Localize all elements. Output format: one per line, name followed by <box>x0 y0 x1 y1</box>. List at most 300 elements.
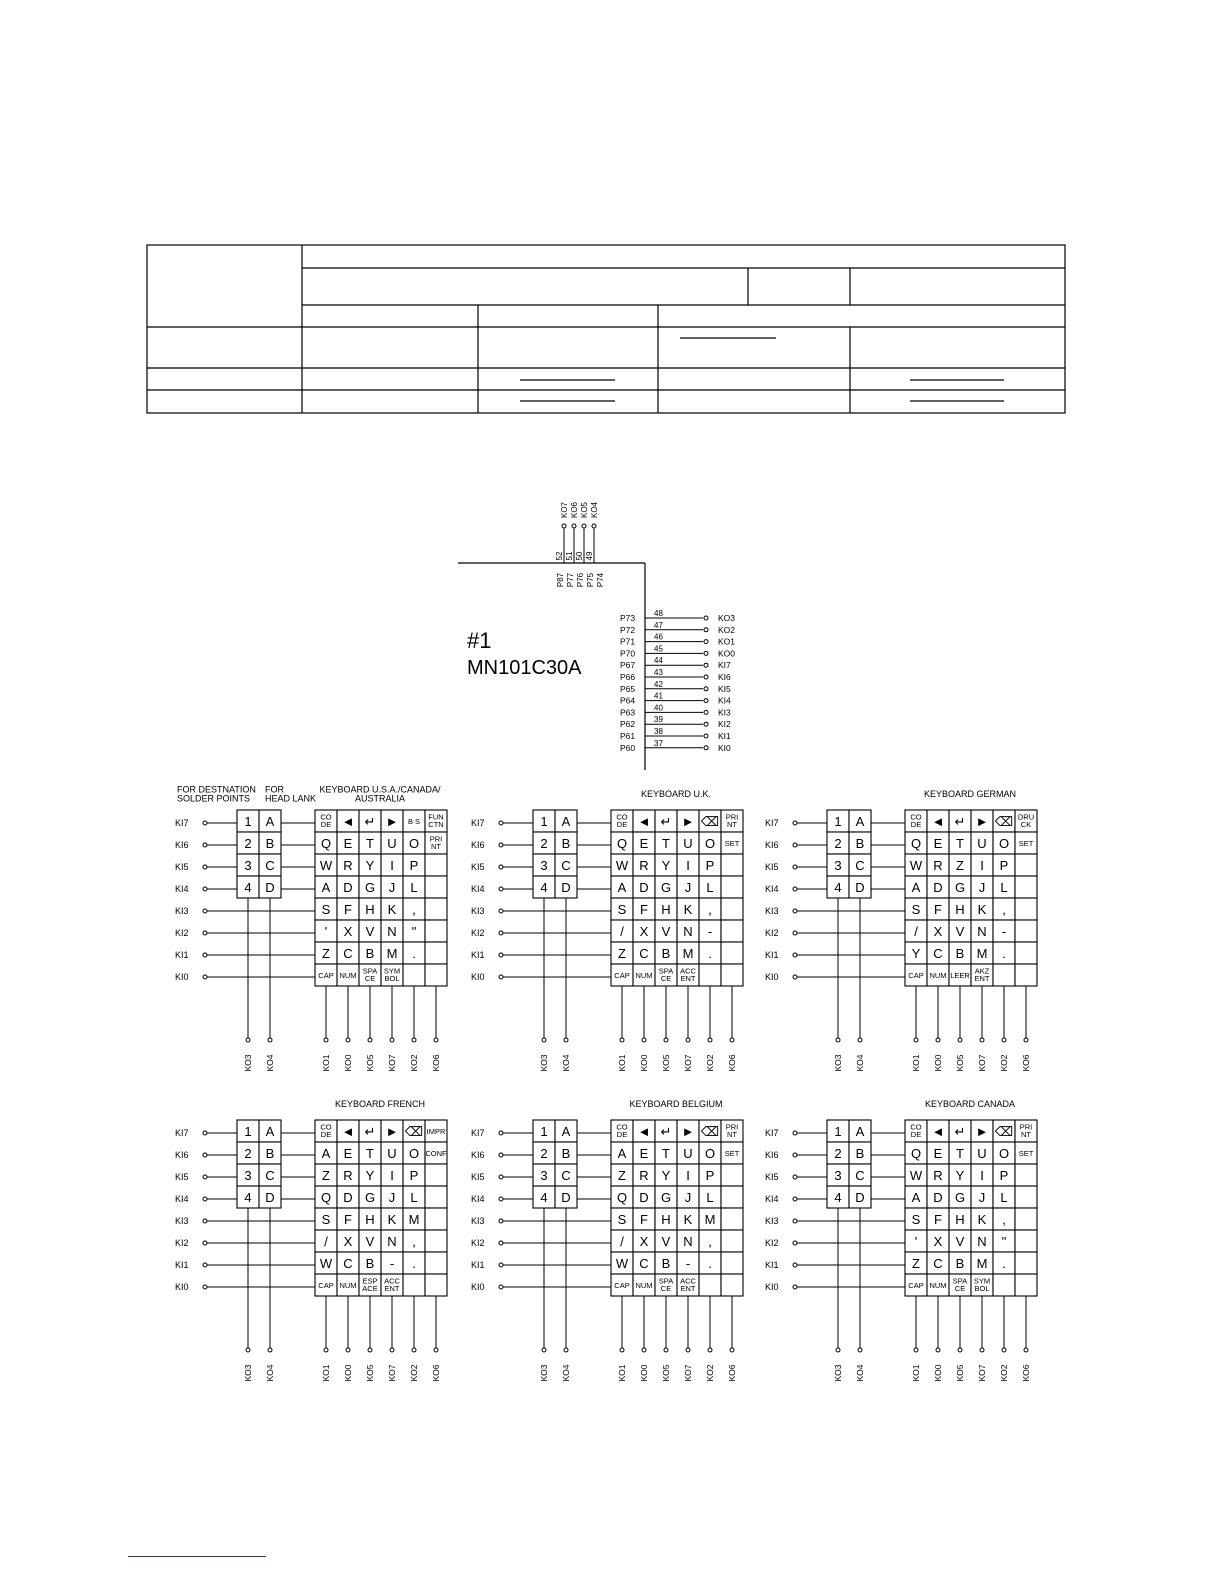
key-label: O <box>408 836 420 851</box>
key-label: J <box>684 880 692 895</box>
key-label: . <box>412 946 416 961</box>
key-label: Z <box>618 946 626 961</box>
key-cell <box>721 1186 743 1208</box>
destination-label-B: B <box>561 836 571 851</box>
key-label: S <box>321 1212 331 1227</box>
destination-label-4: 4 <box>540 1190 548 1205</box>
chip-ref: #1 <box>467 628 492 653</box>
key-col-terminal-KO1 <box>914 1348 918 1352</box>
key-label: P <box>999 1168 1009 1183</box>
row-label-KI3: KI3 <box>175 1216 189 1226</box>
row-terminal-KI5 <box>203 1175 207 1179</box>
row-label-KI6: KI6 <box>471 1150 485 1160</box>
key-label: S <box>911 902 921 917</box>
key-cell <box>721 942 743 964</box>
key-label: M <box>976 946 988 961</box>
key-label: Q <box>320 1190 332 1205</box>
key-label: NUM <box>339 1281 357 1290</box>
key-label: C <box>639 946 649 961</box>
destination-grid <box>237 810 281 898</box>
key-label: D <box>639 1190 649 1205</box>
row-label-KI7: KI7 <box>175 818 189 828</box>
key-label: NUM <box>635 1281 653 1290</box>
key-label: W <box>909 1168 923 1183</box>
key-cell <box>1015 854 1037 876</box>
key-col-terminal-KO7 <box>686 1038 690 1042</box>
row-label-KI2: KI2 <box>471 1238 485 1248</box>
key-col-terminal-KO7 <box>390 1038 394 1042</box>
chip-signal-KI2: KI2 <box>718 719 731 730</box>
chip-top-signal-KO4: KO4 <box>590 501 599 519</box>
key-cell <box>425 876 447 898</box>
key-label: G <box>364 1190 376 1205</box>
row-label-KI2: KI2 <box>175 928 189 938</box>
key-label: ► <box>975 1124 989 1139</box>
key-label: U <box>387 836 397 851</box>
chip-port-P70: P70 <box>620 648 636 659</box>
key-cell <box>1015 942 1037 964</box>
key-label: LEER <box>950 971 970 980</box>
destination-label-D: D <box>855 1190 865 1205</box>
keyboard-panel-3 <box>765 789 1037 1072</box>
row-terminal-KI7 <box>499 1131 503 1135</box>
row-label-KI1: KI1 <box>175 1260 189 1270</box>
key-label: A <box>617 1146 627 1161</box>
key-label: H <box>661 902 671 917</box>
dest-col-label-KO4: KO4 <box>561 1054 571 1072</box>
key-label: CONF <box>425 1149 447 1158</box>
chip-top-port-P74: P74 <box>596 572 605 588</box>
key-col-terminal-KO2 <box>1002 1348 1006 1352</box>
key-col-label-KO5: KO5 <box>365 1364 375 1382</box>
key-label: SPA CE <box>658 1276 674 1293</box>
row-label-KI4: KI4 <box>765 884 779 894</box>
key-label: PRI NT <box>1019 1122 1033 1139</box>
key-col-terminal-KO6 <box>730 1348 734 1352</box>
chip-port-P66: P66 <box>620 672 636 682</box>
key-matrix <box>905 810 1037 986</box>
key-label: C <box>933 946 943 961</box>
row-label-KI1: KI1 <box>765 1260 779 1270</box>
key-cell <box>425 1164 447 1186</box>
key-col-terminal-KO1 <box>620 1038 624 1042</box>
row-terminal-KI2 <box>793 1241 797 1245</box>
key-label: U <box>977 1146 987 1161</box>
chip-top-signal-KO7: KO7 <box>560 501 569 519</box>
key-label: B <box>661 1256 671 1271</box>
key-label: ◄ <box>341 814 355 829</box>
key-label: C <box>639 1256 649 1271</box>
key-col-terminal-KO6 <box>1024 1038 1028 1042</box>
dest-col-terminal-KO3 <box>246 1038 250 1042</box>
key-label: B <box>955 946 965 961</box>
chip-port-P72: P72 <box>620 624 636 635</box>
key-label: C <box>343 946 353 961</box>
chip-top-port-P75: P75 <box>586 572 595 588</box>
key-label: K <box>977 902 987 917</box>
row-terminal-KI7 <box>203 1131 207 1135</box>
chip-signal-KO3: KO3 <box>718 613 736 623</box>
destination-label-D: D <box>265 880 275 895</box>
key-label: J <box>388 1190 396 1205</box>
key-col-terminal-KO2 <box>412 1038 416 1042</box>
key-label: / <box>324 1234 328 1249</box>
key-label: X <box>639 1234 649 1249</box>
row-terminal-KI3 <box>793 909 797 913</box>
row-terminal-KI5 <box>203 865 207 869</box>
key-label: W <box>319 858 333 873</box>
destination-grid <box>827 810 871 898</box>
dest-col-label-KO3: KO3 <box>243 1364 253 1382</box>
keyboard-panel-5 <box>471 1099 743 1382</box>
row-terminal-KI1 <box>793 953 797 957</box>
key-label: . <box>1002 1256 1006 1271</box>
key-label: ACC ENT <box>680 1276 696 1293</box>
key-col-terminal-KO5 <box>368 1038 372 1042</box>
key-label: Y <box>365 858 375 873</box>
row-terminal-KI1 <box>793 1263 797 1267</box>
destination-label-3: 3 <box>834 1168 842 1183</box>
key-label: M <box>704 1212 716 1227</box>
key-label: K <box>387 902 397 917</box>
key-label: , <box>708 902 712 917</box>
key-label: SET <box>1018 839 1034 848</box>
key-col-label-KO1: KO1 <box>321 1054 331 1072</box>
key-col-terminal-KO1 <box>324 1038 328 1042</box>
key-label: ⌫ <box>700 1124 720 1139</box>
key-label: E <box>639 1146 649 1161</box>
key-label: V <box>661 924 671 939</box>
key-col-terminal-KO2 <box>1002 1038 1006 1042</box>
row-terminal-KI0 <box>793 1285 797 1289</box>
key-label: V <box>365 924 375 939</box>
row-label-KI4: KI4 <box>471 1194 485 1204</box>
row-terminal-KI7 <box>793 821 797 825</box>
key-label: L <box>1000 880 1008 895</box>
chip-port-P71: P71 <box>620 636 636 647</box>
key-label: N <box>387 924 397 939</box>
chip-part-number: MN101C30A <box>467 657 582 679</box>
row-terminal-KI2 <box>499 931 503 935</box>
chip-port-P73: P73 <box>620 613 636 623</box>
key-label: O <box>704 1146 716 1161</box>
row-terminal-KI6 <box>203 843 207 847</box>
key-label: M <box>682 946 694 961</box>
key-col-label-KO2: KO2 <box>409 1054 419 1072</box>
row-terminal-KI2 <box>203 931 207 935</box>
chip-pin-number-41: 41 <box>654 691 663 701</box>
row-terminal-KI0 <box>793 975 797 979</box>
key-label: P <box>705 858 715 873</box>
destination-label-1: 1 <box>244 1124 252 1139</box>
row-label-KI0: KI0 <box>471 972 485 982</box>
row-label-KI5: KI5 <box>471 1172 485 1182</box>
dest-col-label-KO4: KO4 <box>855 1054 865 1072</box>
key-label: ⌫ <box>404 1124 424 1139</box>
chip-top-pin-50: 50 <box>575 551 584 561</box>
row-terminal-KI0 <box>499 975 503 979</box>
key-label: E <box>343 1146 353 1161</box>
dest-col-terminal-KO3 <box>246 1348 250 1352</box>
destination-label-2: 2 <box>540 1146 548 1161</box>
chip-pin-number-40: 40 <box>654 703 663 713</box>
key-col-label-KO0: KO0 <box>343 1364 353 1382</box>
key-label: / <box>914 924 918 939</box>
key-label: CAP <box>318 1281 334 1290</box>
dest-col-terminal-KO4 <box>858 1038 862 1042</box>
dest-col-terminal-KO3 <box>542 1348 546 1352</box>
key-matrix <box>315 1120 447 1296</box>
destination-label-4: 4 <box>834 880 842 895</box>
key-label: E <box>933 1146 943 1161</box>
chip-port-P60: P60 <box>620 742 636 753</box>
key-label: CAP <box>614 971 630 980</box>
key-col-label-KO7: KO7 <box>683 1364 693 1382</box>
key-label: N <box>977 924 987 939</box>
key-label: K <box>387 1212 397 1227</box>
row-terminal-KI0 <box>203 975 207 979</box>
key-label: X <box>343 1234 353 1249</box>
key-col-label-KO5: KO5 <box>955 1054 965 1072</box>
destination-label-2: 2 <box>540 836 548 851</box>
key-label: Q <box>320 836 332 851</box>
key-cell <box>721 898 743 920</box>
key-label: ESP ACE <box>362 1276 378 1293</box>
key-label: R <box>343 1168 353 1183</box>
row-label-KI4: KI4 <box>175 884 189 894</box>
row-label-KI6: KI6 <box>175 840 189 850</box>
keyboard-title: KEYBOARD GERMAN <box>923 789 1017 799</box>
destination-label-C: C <box>561 858 571 873</box>
destination-label-A: A <box>855 814 865 829</box>
key-col-terminal-KO6 <box>434 1348 438 1352</box>
key-label: Q <box>616 1190 628 1205</box>
row-terminal-KI1 <box>499 1263 503 1267</box>
key-label: F <box>934 1212 942 1227</box>
destination-label-A: A <box>265 814 275 829</box>
row-terminal-KI3 <box>499 1219 503 1223</box>
row-label-KI5: KI5 <box>765 862 779 872</box>
row-terminal-KI1 <box>203 1263 207 1267</box>
key-label: ◄ <box>931 1124 945 1139</box>
row-terminal-KI4 <box>499 887 503 891</box>
key-col-label-KO2: KO2 <box>999 1054 1009 1072</box>
destination-label-3: 3 <box>244 858 252 873</box>
key-label: O <box>704 836 716 851</box>
key-col-terminal-KO7 <box>686 1348 690 1352</box>
key-label: R <box>933 858 943 873</box>
key-label: A <box>617 880 627 895</box>
chip-pin-number-46: 46 <box>654 632 663 642</box>
key-col-label-KO6: KO6 <box>1021 1364 1031 1382</box>
key-cell <box>425 942 447 964</box>
row-label-KI1: KI1 <box>471 950 485 960</box>
key-label: G <box>954 1190 966 1205</box>
key-label: - <box>685 1256 691 1271</box>
key-label: CO DE <box>910 812 922 829</box>
key-col-label-KO7: KO7 <box>387 1054 397 1072</box>
key-cell <box>403 1274 425 1296</box>
row-label-KI1: KI1 <box>765 950 779 960</box>
row-label-KI7: KI7 <box>175 1128 189 1138</box>
key-label: X <box>639 924 649 939</box>
chip-top-pin-49: 49 <box>585 551 594 561</box>
key-label: L <box>1000 1190 1008 1205</box>
row-label-KI0: KI0 <box>765 972 779 982</box>
key-label: A <box>911 880 921 895</box>
key-label: S <box>617 1212 627 1227</box>
destination-label-1: 1 <box>834 814 842 829</box>
key-cell <box>425 964 447 986</box>
row-label-KI2: KI2 <box>175 1238 189 1248</box>
key-label: ⌫ <box>994 1124 1014 1139</box>
row-terminal-KI4 <box>793 887 797 891</box>
key-cell <box>425 1208 447 1230</box>
destination-label-A: A <box>855 1124 865 1139</box>
key-cell <box>1015 1164 1037 1186</box>
chip-signal-KI7: KI7 <box>718 660 731 671</box>
key-label: SPA CE <box>952 1276 968 1293</box>
row-label-KI3: KI3 <box>765 1216 779 1226</box>
chip-pin-number-39: 39 <box>654 715 663 725</box>
key-label: SPA CE <box>362 966 378 983</box>
destination-header: FOR DESTNATION SOLDER POINTS <box>177 784 256 804</box>
chip-signal-KO0: KO0 <box>718 648 736 659</box>
key-label: ↵ <box>660 1124 672 1139</box>
destination-label-C: C <box>265 1168 275 1183</box>
destination-label-D: D <box>265 1190 275 1205</box>
chip-port-P65: P65 <box>620 683 636 694</box>
key-label: N <box>977 1234 987 1249</box>
row-terminal-KI3 <box>203 1219 207 1223</box>
key-label: D <box>933 1190 943 1205</box>
key-label: I <box>686 1168 690 1183</box>
key-label: L <box>706 880 714 895</box>
keyboard-panel-4 <box>175 1099 447 1382</box>
key-cell <box>1015 920 1037 942</box>
key-label: V <box>955 924 965 939</box>
row-terminal-KI3 <box>793 1219 797 1223</box>
dest-col-terminal-KO3 <box>836 1348 840 1352</box>
key-col-label-KO5: KO5 <box>661 1364 671 1382</box>
key-matrix <box>315 810 447 986</box>
row-terminal-KI2 <box>793 931 797 935</box>
key-label: - <box>389 1256 395 1271</box>
key-label: Z <box>956 858 964 873</box>
key-label: V <box>955 1234 965 1249</box>
row-terminal-KI5 <box>499 865 503 869</box>
key-label: N <box>387 1234 397 1249</box>
destination-label-3: 3 <box>244 1168 252 1183</box>
key-label: NUM <box>929 971 947 980</box>
key-label: Z <box>912 1256 920 1271</box>
key-col-label-KO0: KO0 <box>639 1054 649 1072</box>
chip-signal-KO1: KO1 <box>718 636 736 647</box>
footer-rule <box>128 1556 266 1557</box>
destination-label-D: D <box>855 880 865 895</box>
row-label-KI0: KI0 <box>175 1282 189 1292</box>
key-label: E <box>933 836 943 851</box>
key-label: Y <box>365 1168 375 1183</box>
row-terminal-KI4 <box>203 887 207 891</box>
key-col-terminal-KO2 <box>708 1348 712 1352</box>
row-terminal-KI4 <box>499 1197 503 1201</box>
key-label: CAP <box>614 1281 630 1290</box>
row-terminal-KI7 <box>793 1131 797 1135</box>
key-label: ↵ <box>954 1124 966 1139</box>
destination-label-A: A <box>561 1124 571 1139</box>
key-label: P <box>999 858 1009 873</box>
key-label: W <box>909 858 923 873</box>
key-label: Q <box>910 1146 922 1161</box>
key-label: PRI NT <box>429 834 443 851</box>
key-label: SYM BOL <box>973 1276 991 1293</box>
key-col-label-KO0: KO0 <box>639 1364 649 1382</box>
dest-col-terminal-KO4 <box>268 1348 272 1352</box>
key-label: U <box>683 1146 693 1161</box>
key-label: J <box>978 1190 986 1205</box>
key-col-terminal-KO0 <box>936 1348 940 1352</box>
key-cell <box>699 1274 721 1296</box>
dest-col-label-KO4: KO4 <box>265 1054 275 1072</box>
key-label: CO DE <box>320 1122 332 1139</box>
chip-signal-KI4: KI4 <box>718 695 731 706</box>
key-label: ► <box>681 1124 695 1139</box>
row-label-KI6: KI6 <box>765 1150 779 1160</box>
keyboard-title: KEYBOARD CANADA <box>924 1099 1016 1109</box>
key-cell <box>721 854 743 876</box>
key-label: V <box>365 1234 375 1249</box>
key-label: X <box>343 924 353 939</box>
key-label: B <box>955 1256 965 1271</box>
key-cell <box>425 854 447 876</box>
key-label: ↵ <box>660 814 672 829</box>
key-col-label-KO1: KO1 <box>617 1054 627 1072</box>
key-label: A <box>911 1190 921 1205</box>
key-col-label-KO2: KO2 <box>409 1364 419 1382</box>
destination-label-B: B <box>265 1146 275 1161</box>
destination-label-D: D <box>561 880 571 895</box>
key-label: " <box>411 924 417 939</box>
key-cell <box>425 1186 447 1208</box>
row-terminal-KI0 <box>203 1285 207 1289</box>
key-col-label-KO6: KO6 <box>431 1364 441 1382</box>
row-label-KI3: KI3 <box>471 1216 485 1226</box>
row-label-KI0: KI0 <box>471 1282 485 1292</box>
key-col-terminal-KO5 <box>664 1348 668 1352</box>
chip-top-port-P77: P77 <box>566 572 575 588</box>
key-cell <box>403 964 425 986</box>
key-label: S <box>617 902 627 917</box>
key-col-terminal-KO6 <box>730 1038 734 1042</box>
key-cell <box>721 920 743 942</box>
key-col-terminal-KO7 <box>980 1348 984 1352</box>
row-label-KI5: KI5 <box>765 1172 779 1182</box>
key-label: , <box>412 1234 416 1249</box>
key-label: CAP <box>908 1281 924 1290</box>
key-label: . <box>708 1256 712 1271</box>
key-cell <box>699 964 721 986</box>
key-label: , <box>1002 902 1006 917</box>
destination-label-2: 2 <box>244 836 252 851</box>
key-label: U <box>977 836 987 851</box>
key-col-terminal-KO2 <box>412 1348 416 1352</box>
keyboard-title: KEYBOARD BELGIUM <box>629 1099 723 1109</box>
chip-pin-number-45: 45 <box>654 644 663 654</box>
key-label: V <box>661 1234 671 1249</box>
key-label: - <box>1001 924 1007 939</box>
row-terminal-KI1 <box>203 953 207 957</box>
